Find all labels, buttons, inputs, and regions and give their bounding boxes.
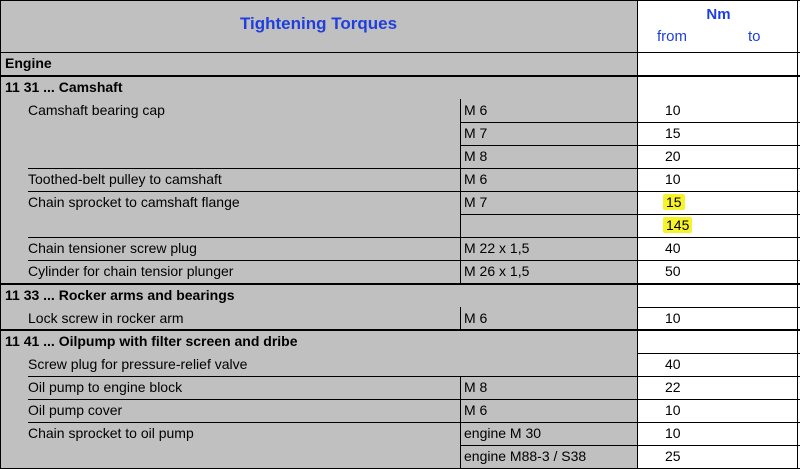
row-item-label: Camshaft bearing cap bbox=[28, 102, 165, 118]
row-size-label: M 6 bbox=[464, 102, 488, 118]
grid-line bbox=[0, 0, 800, 1]
grid-line bbox=[460, 214, 800, 215]
row-size-label: M 26 x 1,5 bbox=[464, 263, 530, 279]
row-item-label: Chain sprocket to oil pump bbox=[28, 425, 194, 441]
row-from-value: 10 bbox=[665, 310, 681, 326]
row-size-label: M 8 bbox=[464, 148, 488, 164]
grid-line bbox=[28, 399, 800, 400]
row-size-label: M 6 bbox=[464, 310, 488, 326]
row-item-label: Chain tensioner screw plug bbox=[28, 240, 197, 256]
engine-row-bg bbox=[0, 52, 637, 75]
row-from-value: 10 bbox=[665, 425, 681, 441]
grid-line bbox=[0, 330, 800, 331]
row-item-label: Toothed-belt pulley to camshaft bbox=[28, 171, 222, 187]
highlighted-value: 15 bbox=[663, 194, 685, 210]
row-size-label: M 6 bbox=[464, 171, 488, 187]
row-from-value: 40 bbox=[665, 356, 681, 372]
row-size-label: M 6 bbox=[464, 402, 488, 418]
row-from-value: 40 bbox=[665, 240, 681, 256]
grid-line bbox=[0, 0, 1, 469]
to-column-header: to bbox=[748, 28, 761, 45]
row-size-label: M 7 bbox=[464, 125, 488, 141]
row-size-label: engine M 30 bbox=[464, 425, 542, 441]
row-size-label: M 7 bbox=[464, 194, 488, 210]
group-title: 11 33 ... Rocker arms and bearings bbox=[5, 287, 235, 303]
highlighted-value: 145 bbox=[663, 217, 692, 233]
row-size-label: M 8 bbox=[464, 379, 488, 395]
grid-line bbox=[460, 122, 800, 123]
row-item-label: Screw plug for pressure-relief valve bbox=[28, 356, 248, 372]
grid-line bbox=[28, 376, 800, 377]
grid-line bbox=[637, 307, 800, 308]
row-from-value: 50 bbox=[665, 263, 681, 279]
row-from-value: 10 bbox=[665, 402, 681, 418]
unit-label: Nm bbox=[706, 6, 731, 23]
grid-line bbox=[0, 284, 800, 285]
grid-line bbox=[637, 353, 800, 354]
engine-section-label: Engine bbox=[5, 55, 52, 71]
row-item-label: Lock screw in rocker arm bbox=[28, 310, 184, 326]
table-title: Tightening Torques bbox=[239, 14, 398, 33]
grid-line bbox=[28, 260, 800, 261]
grid-line bbox=[0, 76, 800, 77]
row-from-value: 22 bbox=[665, 379, 681, 395]
row-from-value bbox=[663, 191, 685, 213]
grid-line bbox=[460, 307, 461, 330]
grid-line bbox=[28, 191, 800, 192]
row-item-label: Oil pump cover bbox=[28, 402, 123, 418]
row-from-value: 15 bbox=[665, 125, 681, 141]
row-from-value: 10 bbox=[665, 102, 681, 118]
group-title: 11 41 ... Oilpump with filter screen and dribe bbox=[5, 333, 298, 349]
row-from-value bbox=[663, 214, 692, 236]
row-from-value: 25 bbox=[665, 448, 681, 464]
group-title: 11 31 ... Camshaft bbox=[5, 79, 123, 95]
row-item-label: Oil pump to engine block bbox=[28, 379, 183, 395]
grid-line bbox=[460, 445, 800, 446]
row-item-label: Cylinder for chain tensior plunger bbox=[28, 263, 234, 279]
grid-line bbox=[28, 237, 800, 238]
grid-line bbox=[28, 422, 800, 423]
from-column-header: from bbox=[657, 28, 687, 45]
row-from-value: 10 bbox=[665, 171, 681, 187]
row-size-label: M 22 x 1,5 bbox=[464, 240, 530, 256]
grid-line bbox=[460, 145, 800, 146]
grid-line bbox=[28, 168, 800, 169]
row-item-label: Chain sprocket to camshaft flange bbox=[28, 194, 240, 210]
row-from-value: 20 bbox=[665, 148, 681, 164]
grid-line bbox=[0, 52, 800, 53]
row-size-label: engine M88-3 / S38 bbox=[464, 448, 587, 464]
